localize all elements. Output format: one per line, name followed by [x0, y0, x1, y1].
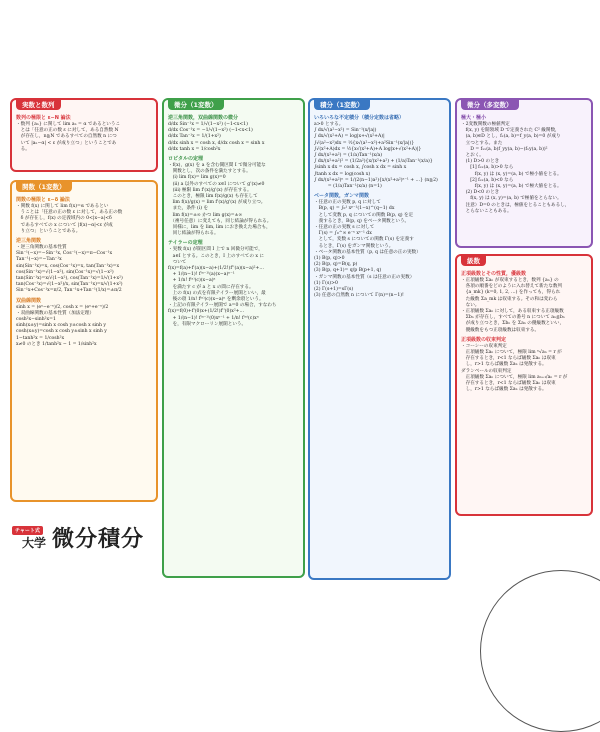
text-line: 注意）D=0 のときは，極値をとることもあるし， [461, 202, 570, 208]
text-line: として変数 p, q についての関数 B(p, q) を定 [314, 212, 414, 218]
subsection-title: 数列の極限と ε−N 論法 [16, 115, 71, 121]
text-line: 同様に，lim を lim, lim におき換えた場合も， [168, 225, 271, 231]
text-line: し，r>1 ならば級数 Σaₙ は発散する。 [461, 387, 547, 393]
corner-arc-decoration [480, 570, 600, 732]
formula-line: sinh(x±y)=sinh x cosh y±cosh x sinh y [16, 323, 106, 329]
formula-line: cosh(x±y)=cosh x cosh y±sinh x sinh y [16, 329, 107, 335]
text-line: Σbₙ が存在し，すべての番号 n について aₙ≦bₙ [461, 315, 565, 321]
text-line: ・2変数関数の極値判定 [461, 122, 510, 127]
text-line: る。 [16, 146, 30, 152]
text-line: とらないこともある。 [461, 208, 512, 214]
text-line: （複号任意）に変えても，同じ結論が得られる。 [168, 218, 272, 224]
brand-logo [8, 520, 163, 554]
formula-line: ∫ dx/(x²+a²) = (1/a)Tan⁻¹(x/a) [314, 153, 383, 159]
formula-line: 1−tanh²x = 1/cosh²x [16, 335, 65, 341]
text-line: ない。 [461, 302, 480, 308]
text-line: うことは「任意の正の数 ε に対して，ある正の数 [16, 210, 123, 216]
text-line: a>0 とする。 [314, 122, 344, 127]
text-line: るとき，Γ(s) をガンマ関数という。 [314, 243, 394, 249]
text-line: (i) lim f(x)= lim g(x)=0 [168, 175, 226, 181]
text-line: ・任意の正の実数 s に対して [314, 225, 375, 231]
text-line: 存在するとき，r<1 ならば級数 Σaₙ は収束 [461, 381, 556, 387]
text-line: ついて [168, 259, 187, 265]
text-line: (iii) 極限 lim f'(x)/g'(x) が存在する。 [168, 187, 252, 193]
text-line: (a, b)∈D とし，fₓ(a, b)=f_y(a, b)=0 が成り [461, 134, 561, 140]
formula-line: sinh x = (eˣ−e⁻ˣ)/2, cosh x = (eˣ+e⁻ˣ)/2 [16, 304, 109, 310]
formula-line: tan(Sin⁻¹x)=x/√(1−x²), cos(Tan⁻¹x)=1/√(1+x²) [16, 276, 123, 282]
text-line: いて |aₙ−α| < ε が成り立つ」ということであ [16, 140, 117, 146]
card-title: 級数 [461, 255, 486, 266]
text-line: このとき，極限 lim f(x)/g(x) も存在して [168, 194, 258, 200]
card-content [314, 112, 445, 575]
text-line: であるすべての x について |f(x)−α|<ε が成 [16, 222, 113, 228]
formula-line: ∫tanh x dx = log(cosh x) [314, 171, 371, 177]
text-line: ・双曲線関数の基本性質（加法定理） [16, 310, 95, 316]
card-series [455, 254, 593, 516]
card-title: 微分（多変数） [461, 99, 519, 110]
subsection-title: テイラーの定理 [168, 240, 203, 247]
subsection-title: 正項級数とその性質，優級数 [461, 271, 527, 277]
formula-line: + 1/(n−1)! f⁽ⁿ⁻¹⁾(0)xⁿ⁻¹ + 1/n! f⁽ⁿ⁾(c)xⁿ [168, 315, 259, 321]
text-line: ・f(x)，g(x) を a を含む開区間 I で微分可能な [168, 163, 266, 169]
card-content [168, 112, 299, 573]
text-line: を，有限マクローリン展開という。 [168, 321, 247, 327]
text-line: ・数列 {aₙ} に関して lim aₙ = α であるというこ [16, 122, 121, 127]
card-content [461, 112, 587, 243]
text-line: ・上記の有限テイラー展開で a=0 の場合，すなわち [168, 303, 277, 309]
text-line: り立つ」ということである。 [16, 228, 81, 234]
text-line: し，r>1 ならば級数 Σaₙ は発散する。 [461, 362, 547, 368]
text-line: が成り立つとき，Σbₙ を Σaₙ の優級数といい， [461, 321, 565, 327]
text-line: f(x, y) を開領域 D で定義された C² 級関数， [461, 128, 560, 134]
formula-line: (1) Γ(s)>0 [314, 280, 338, 286]
formula-line: ∫ dx/√(x²+A) = log|x+√(x²+A)| [314, 134, 385, 140]
card-title: 積分（1変数） [314, 99, 370, 110]
text-line: とおく。 [461, 153, 484, 159]
formula-line: = (1/a)Tan⁻¹(x/a) (n=1) [314, 184, 382, 190]
subsection-title: 正項級数の収束判定 [461, 336, 507, 343]
formula-line: Sin⁻¹(−x)=−Sin⁻¹x, Cos⁻¹(−x)=π−Cos⁻¹x [16, 251, 113, 257]
subsection-title: 関数の極限と ε−δ 論法 [16, 197, 70, 203]
formula-line: + 1/n! f⁽ⁿ⁾(c)(x−a)ⁿ [168, 278, 216, 284]
formula-line: cos(Sin⁻¹x)=√(1−x²), sin(Cos⁻¹x)=√(1−x²) [16, 269, 114, 275]
text-line: (ii) a 以外のすべての x∈I について g'(x)≠0 [168, 181, 265, 187]
text-line: ・関数 f(x) に関して lim f(x)=α であるとい [16, 204, 109, 209]
text-line: ダランベールの収束判定 [461, 368, 512, 374]
text-line: [2] fₓₓ(a, b)<0 なら [461, 177, 514, 183]
text-line: 後の項 1/n! f⁽ⁿ⁾(c)(x−a)ⁿ を剰余項という。 [168, 297, 264, 303]
text-line: ・コーシーの収束判定 [461, 343, 507, 349]
card-content [16, 112, 152, 167]
formula-line: d/dx Sin⁻¹x = 1/√(1−x²) (−1<x<1) [168, 122, 248, 127]
text-line: として，変数 s についての関数 Γ(s) を定義す [314, 237, 414, 243]
formula-line: d/dx sinh x = cosh x, d/dx cosh x = sinh x [168, 140, 265, 146]
text-line: とは「任意の正の数 ε に対して，ある自然数 N [16, 128, 119, 134]
text-line: 同じ結論が得られる。 [168, 231, 219, 237]
text-line: ・任意の正の実数 p, q に対して [314, 200, 381, 206]
formula-line: ∫√(a²−x²)dx = ½{x√(a²−x²)+a²Sin⁻¹(x/|a|)} [314, 140, 415, 146]
formula-line: (3) B(p, q+1)= q/p B(p+1, q) [314, 268, 382, 274]
formula-line: (1) B(p, q)>0 [314, 256, 345, 262]
subsection-title: 極大・極小 [461, 115, 487, 121]
subsection-title: いろいろな不定積分（積分定数は省略） [314, 115, 405, 121]
text-line: を満たす c が a と x の間に存在する。 [168, 284, 254, 290]
formula-line: d/dx Tan⁻¹x = 1/(1+x²) [168, 134, 221, 140]
text-line: {a_mk} (k=0, 1, 2, …) を作っても，得られ [461, 290, 561, 296]
formula-line: d/dx Cos⁻¹x = −1/√(1−x²) (−1<x<1) [168, 128, 253, 134]
text-line: が存在し，n≧N であるすべての自然数 n につ [16, 134, 117, 140]
card-integration [308, 98, 451, 580]
text-line: lim f(x)/g(x) = lim f'(x)/g'(x) が成り立つ。 [168, 200, 266, 206]
formula-line: (2) Γ(s+1)=sΓ(s) [314, 287, 354, 293]
text-line: 優級数をもつ正項級数は収束する。 [461, 327, 540, 333]
brand-title: 微分積分 [52, 526, 145, 552]
card-differentiation [162, 98, 305, 578]
card-real-numbers-sequences [10, 98, 158, 172]
text-line: た級数 Σa_mk は収束する。その和は変わら [461, 296, 558, 302]
formula-line: ∫sinh x dx = cosh x, ∫cosh x dx = sinh x [314, 165, 407, 171]
text-line: ・実数 f(x) が開区間 I 上で n 回微分可能で， [168, 247, 263, 253]
subsection-title: 逆三角関数，双曲線関数の微分 [168, 115, 239, 121]
card-title: 実数と数列 [16, 99, 61, 110]
text-line: 上の f(x) の式を有限テイラー展開といい，最 [168, 290, 266, 296]
formula-line: sin(Sin⁻¹x)=x, cos(Cos⁻¹x)=x, tan(Tan⁻¹x)=x [16, 263, 120, 269]
subsection-title: ベータ関数，ガンマ関数 [314, 193, 370, 200]
text-line: [1] fₓₓ(a, b)>0 なら [461, 165, 514, 171]
subsection-title: ロピタルの定理 [168, 156, 204, 163]
text-line: 立つとする。また [461, 140, 503, 146]
text-line: 関数とし，次の条件を満たすとする。 [168, 169, 251, 175]
formula-line: cosh²x−sinh²x=1 [16, 317, 56, 323]
text-line: f(x, y) は (x, y)=(a, b) で極小値をとる。 [461, 171, 562, 177]
formula-line: Tan⁻¹(−x)=−Tan⁻¹x [16, 257, 62, 263]
text-line: ・ガンマ関数の基本性質（s は任意の正の実数） [314, 274, 415, 280]
text-line: f(x, y) は (x, y)=(a, b) で極大値をとる。 [461, 184, 562, 190]
card-title: 微分（1変数） [168, 99, 224, 110]
formula-line: (2) B(p, q)=B(q, p) [314, 262, 358, 268]
formula-line: B(p, q) = ∫₀¹ xᵖ⁻¹(1−x)^(q−1) dx [314, 206, 395, 212]
brand-daigaku: 大学 [22, 536, 47, 550]
formula-line: ∫ dx/√(a²−x²) = Sin⁻¹(x/|a|) [314, 128, 377, 134]
text-line: ・正項級数 Σaₙ に対して，ある収束する正項級数 [461, 309, 564, 315]
text-line: また，条件 (i) を [168, 206, 209, 212]
text-line: (1) D>0 のとき [461, 159, 500, 165]
brand-badge: チャート式 [12, 526, 43, 535]
formula-line: Γ(s) = ∫₀^∞ e⁻ˣ xˢ⁻¹ dx [314, 231, 372, 237]
formula-line: (3) 任意の自然数 n について Γ(n)=(n−1)! [314, 293, 404, 299]
card-content [16, 194, 152, 497]
formula-line: f(x)=f(0)+f'(0)x+(1/2!)f''(0)x²+… [168, 309, 245, 315]
text-line: ・ベータ関数の基本性質（p, q は任意の正の実数） [314, 249, 421, 255]
formula-line: D = fₓₓ(a, b)f_yy(a, b)−(fₓy(a, b))² [461, 146, 548, 152]
card-functions [10, 180, 158, 502]
card-multivariable [455, 98, 593, 248]
formula-line: tan(Cos⁻¹x)=√(1−x²)/x, sin(Tan⁻¹x)=x/√(1+x²) [16, 282, 123, 288]
formula-line: d/dx tanh x = 1/cosh²x [168, 146, 221, 152]
text-line: 各項の順番をどのように入れ替えて新たな数列 [461, 284, 563, 290]
text-line: 存在するとき，r<1 ならば級数 Σaₙ は収束 [461, 356, 556, 362]
text-line: ・逆三角関数の基本性質 [16, 245, 67, 251]
formula-line: ∫ dx/(x²+a²)² = (1/2a²){x/(x²+a²) + (1/a)Tan⁻¹(x/a)} [314, 159, 433, 165]
card-title: 関数（1変数） [16, 181, 72, 192]
subsection-title: 双曲線関数 [16, 297, 42, 304]
text-line: δ が存在し，f(x) の定義域内の 0<|x−a|<δ [16, 216, 112, 222]
text-line: ・正項級数 Σaₙ が収束するとき，数列 {aₙ} の [461, 278, 559, 283]
formula-line: f(x)=f(a)+f'(a)(x−a)+(1/2!)f''(a)(x−a)²+… [168, 266, 264, 272]
text-line: a∈I とする。このとき，I 上のすべての x に [168, 253, 265, 259]
text-line: lim f(x)=±∞ かつ lim g(x)=±∞ [168, 212, 243, 218]
formula-line: ∫√(x²+A)dx = ½{x√(x²+A)+A log|x+√(x²+A)|} [314, 146, 422, 152]
text-line: 正項級数 Σaₙ について，極限 lim ⁿ√aₙ = r が [461, 350, 562, 356]
text-line: 義するとき，B(p, q) をベータ関数という。 [314, 218, 410, 224]
subsection-title: 逆三角関数 [16, 238, 42, 245]
formula-line: ∫ dx/(x²+a²)ⁿ = 1/(2(n−1)a²){x/(x²+a²)ⁿ⁻¹ + …} (n≧2) [314, 177, 438, 183]
text-line: (2) D<0 のとき [461, 190, 500, 196]
formula-line: x≠0 のとき 1/tanh²x − 1 = 1/sinh²x [16, 341, 97, 347]
text-line: f(x, y) は (x, y)=(a, b) で極値をとらない。 [461, 196, 562, 202]
card-content [461, 268, 587, 511]
text-line: 正項級数 Σaₙ について，極限 lim aₙ₊₁/aₙ = r が [461, 374, 568, 380]
formula-line: + 1/(n−1)! f⁽ⁿ⁻¹⁾(a)(x−a)ⁿ⁻¹ [168, 272, 235, 278]
formula-line: Sin⁻¹x+Cos⁻¹x=π/2, Tan⁻¹x+Tan⁻¹(1/x)=±π/2 [16, 288, 122, 294]
